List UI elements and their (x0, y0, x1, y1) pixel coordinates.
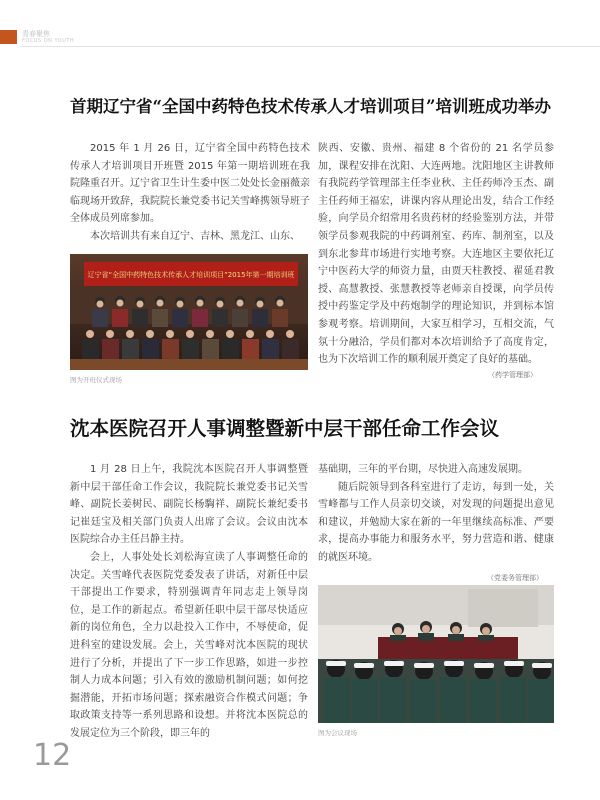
article2-photo-caption: 图为会议现场 (318, 729, 357, 737)
article2-paragraph: 1 月 28 日上午，我院沈本医院召开人事调整暨新中层干部任命工作会议，我院院长兼党委书记关雪峰、副院长姜树民、副院长杨騊祥、副院长兼纪委书记崔廷宝及相关部门负责人出席了会议。会议由沈本医院综合办主任吕静主持。 (70, 464, 308, 546)
article1-photo (70, 254, 308, 370)
article2-credit: （党委务管理部） (487, 574, 543, 582)
article1-headline: 首期辽宁省“全国中药特色技术传承人才培训项目”培训班成功举办 (70, 97, 551, 116)
page-number: 12 (33, 738, 72, 773)
meeting-photo-illustration (318, 585, 554, 723)
article1-paragraph: 陕西、安徽、贵州、福建 8 个省份的 21 名学员参加，课程安排在沈阳、大连两地。沈阳地区主讲教师有我院药学管理部主任李业秋、主任药师冷玉杰、副主任药师王福宏，讲课内容从理论出发，结合工作经验，向学员介绍常用名贵药材的经验鉴别方法，并带领学员参观我院的中药调剂室、药库、制剂室，以及到东北参茸市场进行实地考察。大连地区主要依托辽宁中医药大学的师资力量，由贾天柱教授、翟延君教授、高慧教授、张慧教授等老师亲自授课，向学员传授中药鉴定学及中药炮制学的理论知识，并到标本馆参观考察。培训期间，大家互相学习，互相交流，气氛十分融洽，学员们都对本次培训给予了高度肯定，也为下次培训工作的顺利展开奠定了良好的基础。 (318, 143, 554, 366)
header-rule (22, 46, 600, 47)
article2-paragraph: 随后院领导到各科室进行了走访，每到一处，关雪峰都与工作人员亲切交谈，对发现的问题提出意见和建议，并勉励大家在新的一年里继续高标准、严要求，提高办事能力和服务水平，努力营造和谐、健康的就医环境。 (318, 481, 554, 563)
article1-right-column (318, 140, 554, 369)
article1-photo-caption: 图为开班仪式现场 (70, 376, 122, 384)
section-subtitle: FOCUS ON YOUTH (22, 38, 75, 44)
article2-paragraph: 基础期，三年的平台期，尽快进入高速发展期。 (318, 464, 528, 475)
article1-credit: （药学管理部） (488, 371, 537, 379)
article1-paragraph: 本次培训共有来自辽宁、吉林、黑龙江、山东、 (90, 230, 300, 242)
article2-headline: 沈本医院召开人事调整暨新中层干部任命工作会议 (70, 417, 500, 440)
article1-left-column (70, 140, 310, 246)
section-title: 青春聚焦 (22, 30, 50, 38)
banner-text: 辽宁省“全国中药特色技术传承人才培训项目”2015年第一期培训班 (87, 271, 295, 279)
article2-right-column (318, 461, 554, 567)
section-color-bar (0, 30, 17, 44)
article1-paragraph: 2015 年 1 月 26 日，辽宁省全国中药特色技术传承人才培训项目开班暨 2015 年第一期培训班在我院隆重召开。辽宁省卫生计生委中医二处处长金丽薇亲临现场开致辞，我院院长兼党委书记关雪峰携领导班子全体成员列席参加。 (70, 143, 310, 225)
group-photo-illustration (70, 254, 308, 370)
article2-left-column (70, 461, 308, 743)
article2-paragraph: 会上，人事处处长刘松海宣读了人事调整任命的决定。关雪峰代表医院党委发表了讲话，对新任中层干部提出工作要求，特别强调青年同志走上领导岗位，是工作的新起点。希望新任职中层干部尽快适应新的岗位角色，全力以赴投入工作中，不辱使命，促进科室的建设发展。会上，关雪峰对沈本医院的现状进行了分析，并提出了下一步工作思路，如进一步控制人力成本问题；引入有效的激励机制问题；如何挖掘潜能，开拓市场问题；探索融资合作模式问题；争取政策支持等一系列思路和设想。并将沈本医院总的发展定位为三个阶段，即三年的 (70, 551, 308, 739)
article2-photo (318, 585, 554, 723)
